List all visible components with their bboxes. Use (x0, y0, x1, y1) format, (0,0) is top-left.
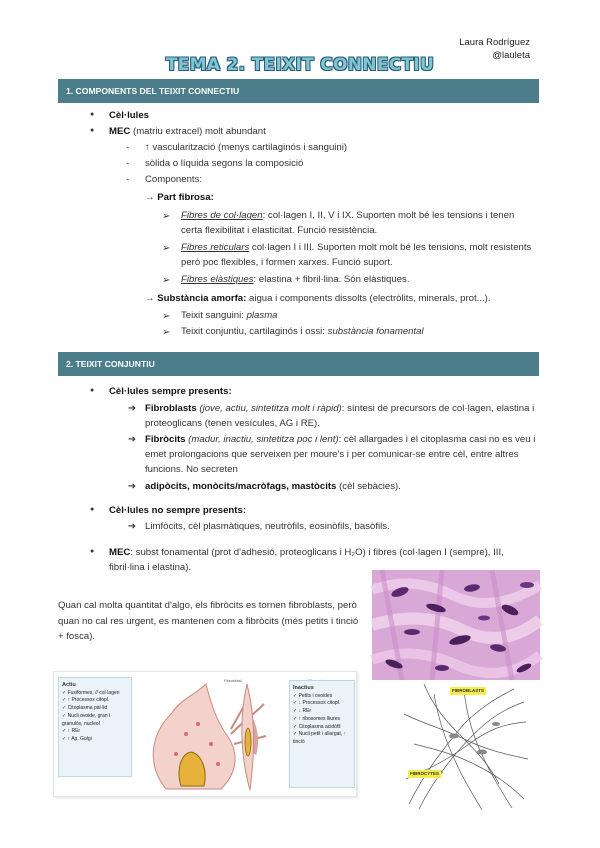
fibroblasts-label: Fibroblasts (145, 403, 197, 414)
active-item: ✓ ↑ Ap. Golgi (62, 736, 92, 743)
fibroblast-label: Fibroblast (224, 678, 242, 683)
cells-label: Cèl·lules (109, 110, 149, 121)
adipocits-desc: (cèl sebàcies). (336, 481, 401, 492)
histology-micrograph (372, 570, 540, 680)
list-item (181, 325, 424, 340)
fibrocytes-tag: FIBROCYTES (410, 771, 440, 776)
s1-italic: plasma (246, 310, 278, 321)
fiber-name: Fibres de col·lagen (181, 210, 263, 221)
mec-desc: (matriu extracel) molt abundant (130, 126, 266, 137)
fiber-sketch (404, 684, 528, 812)
mec2-label: MEC (109, 547, 131, 558)
fibroblasts-tag: FIBROBLASTS (452, 688, 484, 693)
note-paragraph: Quan cal molta quantitat d'algo, els fibròcits es tornen fibroblasts, però quan no cal res urgent, es mantenen com a fibròcits (més petits i tinció + fosca). (58, 600, 359, 643)
fiber-name: Fibres elàstiques (181, 274, 254, 285)
section-heading-components: 1. COMPONENTS DEL TEIXIT CONNECTIU (58, 79, 539, 103)
fibroblast-diagram (53, 671, 357, 797)
arrow-icon: → (145, 293, 155, 304)
fiber-desc: col·lagen I i III. Suporten molt molt bé les tensions, molt resistents però poc flexibles, i formen xarxes. Funció suport. (181, 242, 532, 268)
s2-text: Teixit conjuntiu, cartilaginós i ossi: (181, 326, 328, 337)
not-always-label: Cèl·lules no sempre presents: (109, 505, 247, 516)
micrograph-image (372, 570, 540, 680)
list-item (145, 433, 537, 478)
substancia-amorfa (145, 292, 491, 307)
list-item (145, 402, 537, 432)
list-item: ➔ Limfòcits, cèl plasmàtiques, neutròfils, eosinòfils, basòfils. (145, 520, 390, 535)
active-title: Actiu (62, 682, 76, 688)
list-item (181, 309, 278, 324)
list-item: - ↑ vascularització (menys cartilaginós i sanguini) (145, 141, 347, 156)
active-item: ✓ Nucli ovoide, gran i granulós, nucleol (62, 712, 111, 727)
inactive-item: ✓ ↑ ribosomes lliures (293, 715, 340, 722)
inactive-item: ✓ Petits i ovoides (293, 692, 333, 699)
s2-italic: substància fonamental (327, 326, 424, 337)
list-item (181, 241, 537, 271)
active-item: ✓ Fusiformes, // col·lagen (62, 689, 120, 696)
section-heading-conjuntiu: 2. TEIXIT CONJUNTIU (58, 352, 539, 376)
page-title: TEMA 2. TEIXIT CONNECTIU (165, 55, 435, 75)
list-item (181, 273, 537, 288)
author-name: Laura Rodríguez (459, 37, 530, 48)
s1-text: Teixit sanguini: (181, 310, 247, 321)
inactive-box (289, 680, 355, 788)
inactive-item: ✓ ↓ REr (293, 708, 312, 715)
fibrocits-label: Fibròcits (145, 434, 186, 445)
adipocits-label: adipòcits, monòcits/macròfags, mastòcits (145, 481, 337, 492)
amorfa-label: Substància amorfa: (157, 293, 247, 304)
fiber-sketch-image (404, 684, 528, 812)
author-handle: @lauleta (492, 50, 530, 62)
active-item: ✓ Citoplasma pàl·lid (62, 705, 108, 712)
fibrosa-label: Part fibrosa: (157, 192, 214, 203)
active-item: ✓ ↑ Processos citopl. (62, 697, 110, 704)
fiber-desc: : elastina + fibril·lina. Són elàstiques. (253, 274, 410, 285)
always-label: Cèl·lules sempre presents: (109, 386, 232, 397)
inactive-item: ✓ ↓ Processos citopl. (293, 700, 341, 707)
fibroblasts-italic: (jove, actiu, sintetitza molt i ràpid) (196, 403, 342, 414)
mec2-desc: : subst fonamental (prot d'adhesió, proteoglicans i H₂O) i fibres (col·lagen I (sempre), III, fibril·lina i elastina). (109, 547, 504, 573)
inactive-item: ✓ Citoplasma acidòfil (293, 723, 341, 730)
mec-label: MEC (109, 126, 131, 137)
fiber-desc: : col·lagen I, II, V i IX. Suporten molt bé les tensions i tenen certa flexibilitat i elasticitat. Funció resistència. (181, 210, 515, 236)
fibroblasts-desc: : síntesi de precursors de col·lagen, elastina i proteoglicans (tenen vesícules, AG i RE). (145, 403, 535, 429)
list-item (109, 385, 232, 400)
fiber-name: Fibres reticulars (181, 242, 250, 253)
list-item (109, 109, 149, 124)
fibrocits-desc: : cèl allargades i el citoplasma casi no es veu i emet prolongacions que serveixen per moure's i per comunicar-se entre cèl, entre altres funcions. No secreten (145, 434, 536, 475)
list-item (109, 125, 266, 140)
active-item: ✓ ↑ REr (62, 728, 81, 735)
list-item (109, 504, 246, 519)
part-fibrosa (145, 191, 214, 206)
inactive-title: Inactius (293, 685, 314, 691)
list-item: - sòlida o líquida segons la composició (145, 157, 303, 172)
inactive-item: ✓ Nucli petit i allargat, ↑ tinció (293, 731, 347, 746)
arrow-icon: → (145, 192, 155, 203)
fibrocits-italic: (madur, inactiu, sintetitza poc i lent) (185, 434, 339, 445)
list-item (145, 480, 401, 495)
fibrocyte-illustration (232, 682, 262, 792)
list-item (181, 209, 537, 239)
list-item: - Components: (145, 173, 202, 188)
amorfa-desc: aigua i components dissolts (electròlits, minerals, prot...). (246, 293, 491, 304)
active-box (58, 677, 132, 777)
